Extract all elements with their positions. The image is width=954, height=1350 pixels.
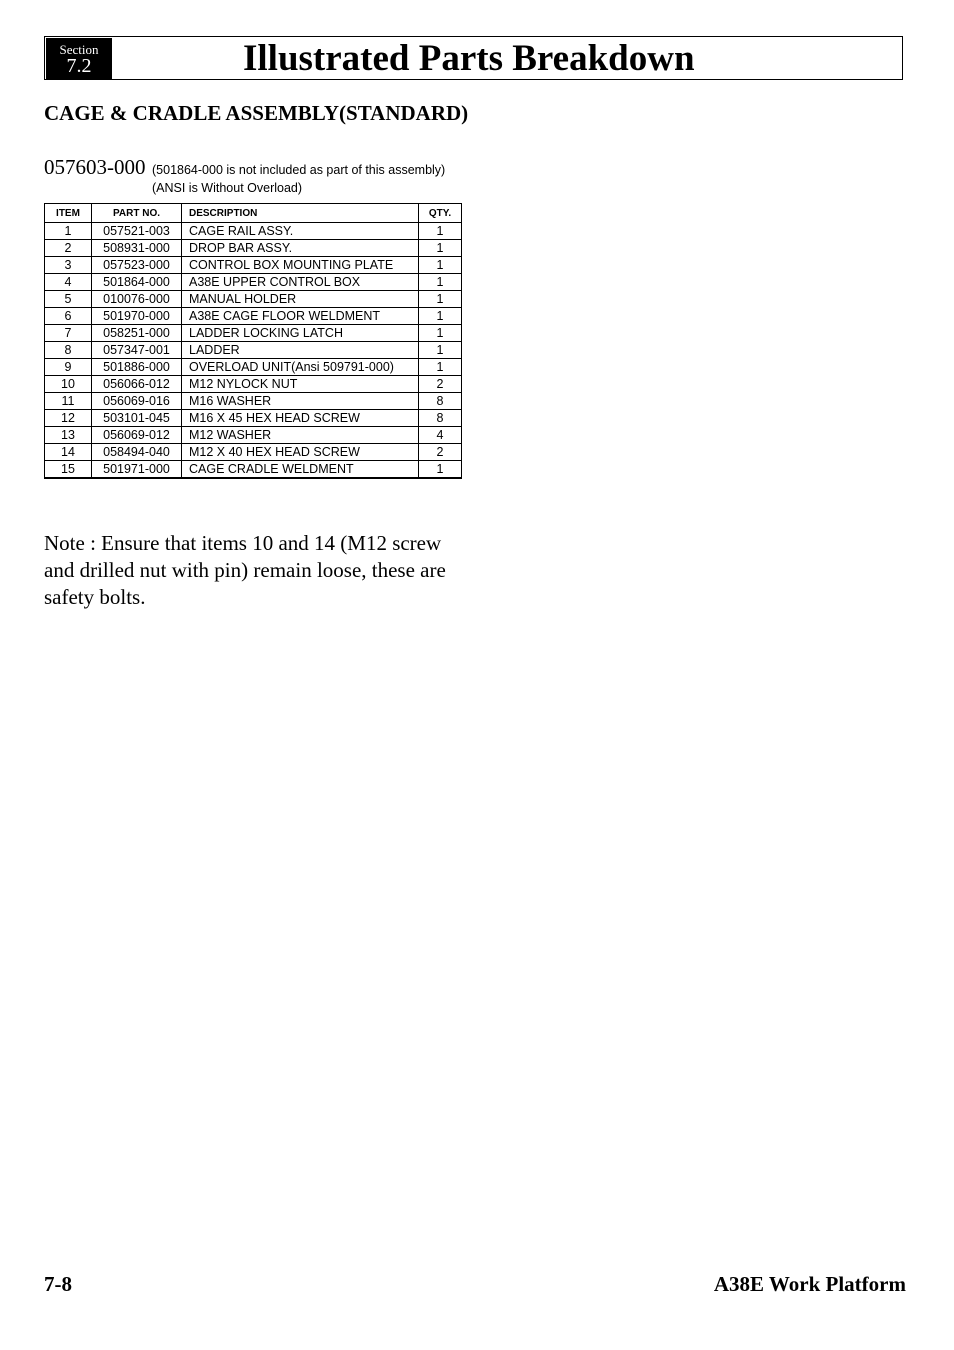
page-number: 7-8 xyxy=(44,1272,72,1296)
part-no-cell: 057347-001 xyxy=(92,342,182,359)
section-badge xyxy=(46,38,112,79)
table-row xyxy=(45,291,462,308)
item-cell: 11 xyxy=(45,393,92,410)
part-no-cell: 503101-045 xyxy=(92,410,182,427)
qty-cell: 8 xyxy=(419,410,462,427)
header-part-no: PART NO. xyxy=(92,204,182,223)
item-cell: 4 xyxy=(45,274,92,291)
qty-cell: 1 xyxy=(419,274,462,291)
item-cell: 7 xyxy=(45,325,92,342)
header-qty: QTY. xyxy=(419,204,462,223)
item-cell: 2 xyxy=(45,240,92,257)
item-cell: 12 xyxy=(45,410,92,427)
part-no-cell: 501886-000 xyxy=(92,359,182,376)
part-no-cell: 058251-000 xyxy=(92,325,182,342)
parts-table xyxy=(44,203,462,479)
table-row xyxy=(45,257,462,274)
item-cell: 3 xyxy=(45,257,92,274)
qty-cell: 1 xyxy=(419,342,462,359)
header-description: DESCRIPTION xyxy=(182,204,419,223)
item-cell: 9 xyxy=(45,359,92,376)
qty-cell: 1 xyxy=(419,257,462,274)
part-no-cell: 058494-040 xyxy=(92,444,182,461)
page-header xyxy=(44,36,903,80)
description-cell: LADDER LOCKING LATCH xyxy=(182,325,419,342)
item-cell: 13 xyxy=(45,427,92,444)
section-number: 7.2 xyxy=(66,55,92,77)
safety-note: Note : Ensure that items 10 and 14 (M12 screw and drilled nut with pin) remain loose, these are safety bolts. xyxy=(44,531,446,609)
part-no-cell: 056066-012 xyxy=(92,376,182,393)
item-cell: 6 xyxy=(45,308,92,325)
item-cell: 14 xyxy=(45,444,92,461)
description-cell: CAGE RAIL ASSY. xyxy=(182,223,419,240)
part-no-cell: 057521-003 xyxy=(92,223,182,240)
part-no-cell: 057523-000 xyxy=(92,257,182,274)
qty-cell: 1 xyxy=(419,223,462,240)
description-cell: M16 X 45 HEX HEAD SCREW xyxy=(182,410,419,427)
description-cell: M16 WASHER xyxy=(182,393,419,410)
part-no-cell: 501971-000 xyxy=(92,461,182,479)
header-item: ITEM xyxy=(45,204,92,223)
table-row xyxy=(45,427,462,444)
description-cell: LADDER xyxy=(182,342,419,359)
part-no-cell: 501864-000 xyxy=(92,274,182,291)
qty-cell: 8 xyxy=(419,393,462,410)
table-row xyxy=(45,223,462,240)
assembly-title: CAGE & CRADLE ASSEMBLY(STANDARD) xyxy=(44,101,469,125)
table-row xyxy=(45,342,462,359)
table-row xyxy=(45,274,462,291)
table-row xyxy=(45,359,462,376)
description-cell: M12 WASHER xyxy=(182,427,419,444)
part-no-cell: 056069-012 xyxy=(92,427,182,444)
description-cell: MANUAL HOLDER xyxy=(182,291,419,308)
assembly-note-line2: (ANSI is Without Overload) xyxy=(152,181,303,195)
table-row xyxy=(45,461,462,479)
table-row xyxy=(45,393,462,410)
table-row xyxy=(45,410,462,427)
qty-cell: 4 xyxy=(419,427,462,444)
parts-table-body xyxy=(45,223,462,479)
page-title: Illustrated Parts Breakdown xyxy=(243,38,695,79)
qty-cell: 2 xyxy=(419,376,462,393)
table-row xyxy=(45,325,462,342)
table-row xyxy=(45,376,462,393)
description-cell: OVERLOAD UNIT(Ansi 509791-000) xyxy=(182,359,419,376)
description-cell: A38E UPPER CONTROL BOX xyxy=(182,274,419,291)
description-cell: M12 X 40 HEX HEAD SCREW xyxy=(182,444,419,461)
qty-cell: 1 xyxy=(419,291,462,308)
table-row xyxy=(45,444,462,461)
item-cell: 1 xyxy=(45,223,92,240)
item-cell: 10 xyxy=(45,376,92,393)
item-cell: 8 xyxy=(45,342,92,359)
description-cell: CAGE CRADLE WELDMENT xyxy=(182,461,419,479)
description-cell: DROP BAR ASSY. xyxy=(182,240,419,257)
qty-cell: 1 xyxy=(419,308,462,325)
product-name: A38E Work Platform xyxy=(713,1272,906,1296)
description-cell: A38E CAGE FLOOR WELDMENT xyxy=(182,308,419,325)
part-no-cell: 508931-000 xyxy=(92,240,182,257)
part-no-cell: 501970-000 xyxy=(92,308,182,325)
table-row xyxy=(45,308,462,325)
assembly-note-line1: (501864-000 is not included as part of this assembly) xyxy=(152,163,446,177)
qty-cell: 1 xyxy=(419,359,462,376)
qty-cell: 1 xyxy=(419,461,462,479)
part-no-cell: 010076-000 xyxy=(92,291,182,308)
description-cell: M12 NYLOCK NUT xyxy=(182,376,419,393)
item-cell: 5 xyxy=(45,291,92,308)
parts-table-header-row xyxy=(45,204,462,223)
qty-cell: 1 xyxy=(419,325,462,342)
qty-cell: 2 xyxy=(419,444,462,461)
qty-cell: 1 xyxy=(419,240,462,257)
section-label: Section xyxy=(59,42,99,57)
part-no-cell: 056069-016 xyxy=(92,393,182,410)
assembly-part-number: 057603-000 xyxy=(44,155,146,179)
description-cell: CONTROL BOX MOUNTING PLATE xyxy=(182,257,419,274)
item-cell: 15 xyxy=(45,461,92,479)
table-row xyxy=(45,240,462,257)
